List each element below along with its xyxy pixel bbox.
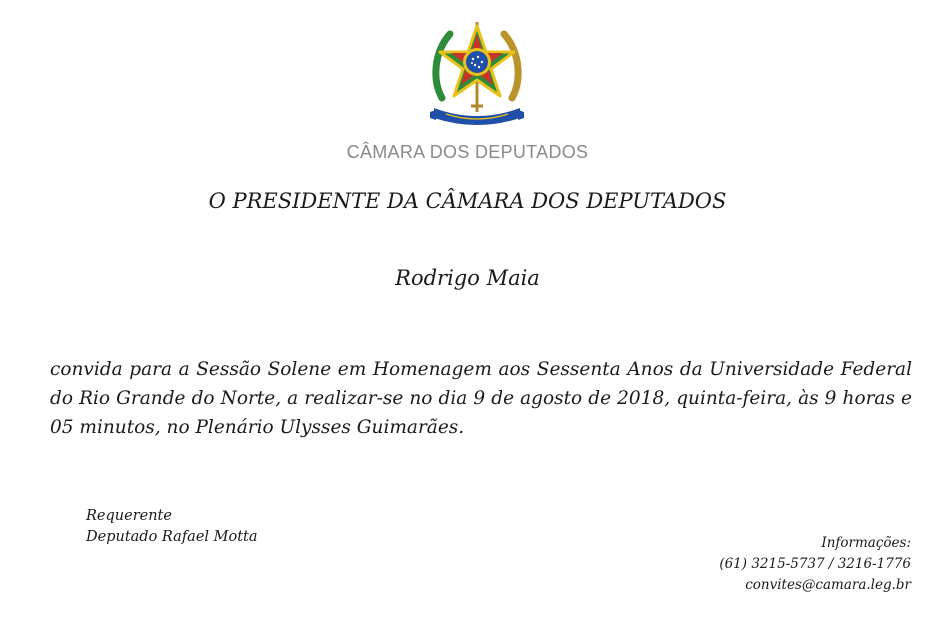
info-email: convites@camara.leg.br [745, 577, 911, 593]
requester-block [86, 506, 258, 548]
requester-label: Requerente [86, 508, 172, 524]
coat-of-arms-icon [428, 20, 526, 130]
info-phones: (61) 3215-5737 / 3216-1776 [719, 556, 911, 572]
invitation-text: convida para a Sessão Solene em Homenagem aos Sessenta Anos da Universidade Federal do Rio Grande do Norte, a realizar-se no dia 9 de agosto de 2018, quinta-feira, às 9 horas e 05 minutos, no Plenário Ulysses Guimarães. [50, 359, 912, 438]
info-label: Informações: [821, 535, 911, 551]
institution-name: CÂMARA DOS DEPUTADOS [346, 142, 589, 162]
requester-name: Deputado Rafael Motta [86, 529, 258, 545]
contact-info [719, 533, 911, 596]
page-title: O PRESIDENTE DA CÂMARA DOS DEPUTADOS [208, 189, 727, 213]
president-name: Rodrigo Maia [395, 266, 540, 290]
